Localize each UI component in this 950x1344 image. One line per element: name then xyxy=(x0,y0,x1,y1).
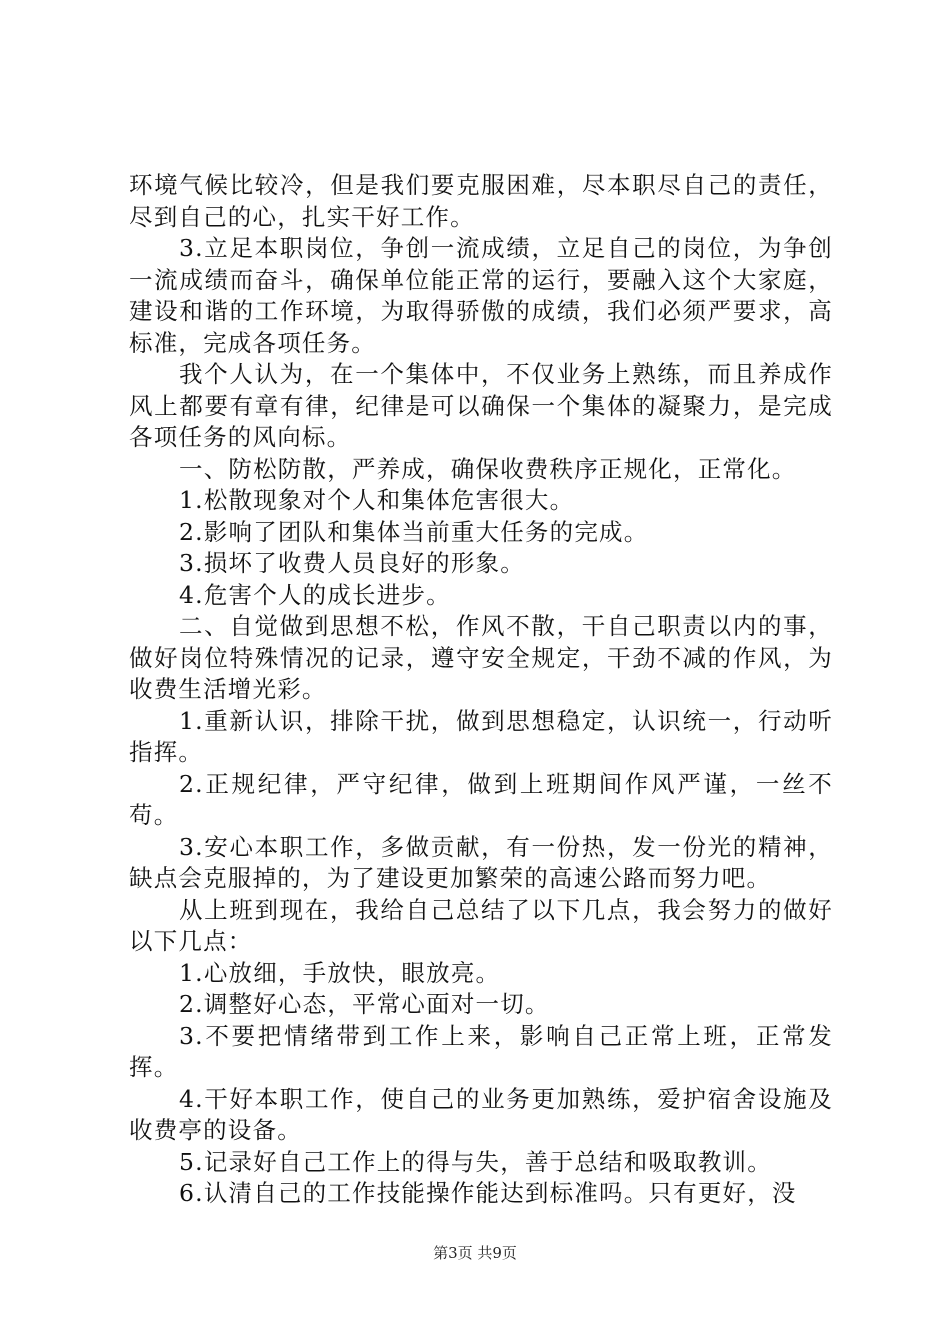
paragraph: 1.松散现象对个人和集体危害很大。 xyxy=(179,486,575,514)
paragraph: 3.立足本职岗位，争创一流成绩，立足自己的岗位，为争创一流成绩而奋斗，确保单位能正常的运行，要融入这个大家庭，建设和谐的工作环境，为取得骄傲的成绩，我们必须严要求，高标准，完成各项任务。 xyxy=(129,234,833,357)
paragraph: 3.损坏了收费人员良好的形象。 xyxy=(179,549,525,577)
paragraph: 6.认清自己的工作技能操作能达到标准吗。只有更好，没 xyxy=(179,1179,797,1207)
paragraph: 3.安心本职工作，多做贡献，有一份热，发一份光的精神，缺点会克服掉的，为了建设更加繁荣的高速公路而努力吧。 xyxy=(129,832,833,892)
paragraph: 4.危害个人的成长进步。 xyxy=(179,580,451,609)
paragraph: 1.心放细，手放快，眼放亮。 xyxy=(179,958,501,987)
paragraph: 从上班到现在，我给自己总结了以下几点，我会努力的做好以下几点： xyxy=(129,895,833,955)
paragraph: 2.调整好心态，平常心面对一切。 xyxy=(179,990,550,1018)
paragraph: 我个人认为，在一个集体中，不仅业务上熟练，而且养成作风上都要有章有律，纪律是可以确保一个集体的凝聚力，是完成各项任务的风向标。 xyxy=(129,360,833,451)
paragraph: 环境气候比较冷，但是我们要克服困难，尽本职尽自己的责任，尽到自己的心，扎实干好工作。 xyxy=(129,171,833,231)
paragraph: 二、自觉做到思想不松，作风不散，干自己职责以内的事，做好岗位特殊情况的记录，遵守安全规定，干劲不减的作风，为收费生活增光彩。 xyxy=(129,612,833,703)
paragraph: 2.影响了团队和集体当前重大任务的完成。 xyxy=(179,517,649,546)
paragraph: 2.正规纪律，严守纪律，做到上班期间作风严谨，一丝不苟。 xyxy=(129,769,833,829)
paragraph: 3.不要把情绪带到工作上来，影响自己正常上班，正常发挥。 xyxy=(129,1021,833,1081)
paragraph: 1.重新认识，排除干扰，做到思想稳定，认识统一，行动听指挥。 xyxy=(129,706,833,766)
document-body xyxy=(129,170,833,1210)
page-number-footer: 第3页 共9页 xyxy=(433,1244,517,1262)
paragraph: 一、防松防散，严养成，确保收费秩序正规化，正常化。 xyxy=(179,454,797,483)
paragraph: 4.干好本职工作，使自己的业务更加熟练，爱护宿舍设施及收费亭的设备。 xyxy=(129,1084,833,1144)
paragraph: 5.记录好自己工作上的得与失，善于总结和吸取教训。 xyxy=(179,1147,772,1176)
